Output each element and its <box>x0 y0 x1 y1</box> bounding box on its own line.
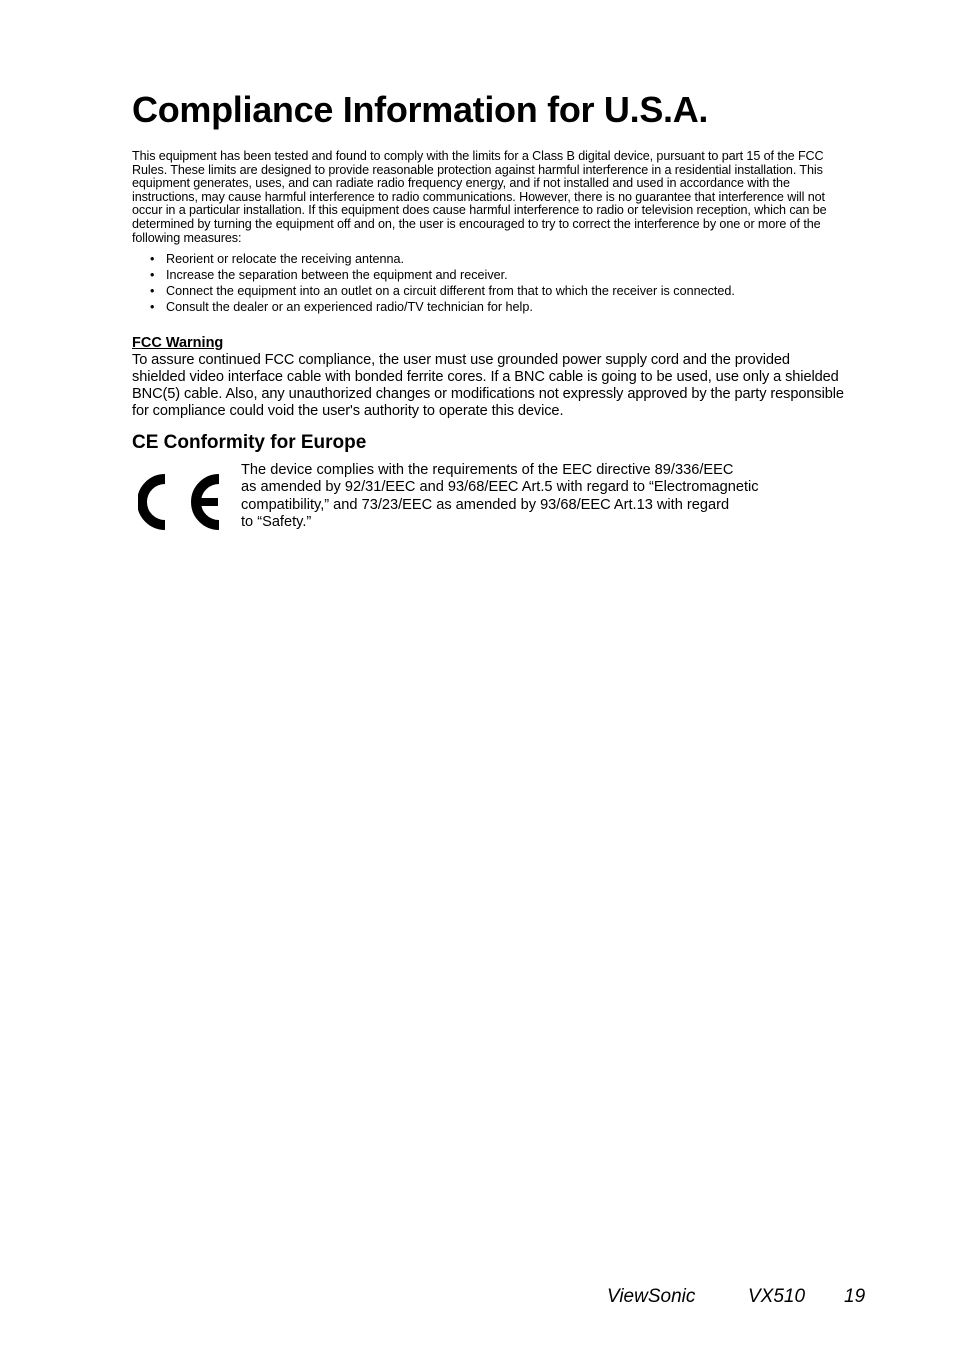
ce-mark-icon <box>138 474 224 530</box>
fcc-warning-paragraph: To assure continued FCC compliance, the user must use grounded power supply cord and the provided shielded video interface cable with bonded ferrite cores. If a BNC cable is going to be used, use only a shielded BNC(5) cable. Also, any unauthorized changes or modifications not expressly approved by the party responsible for compliance could void the user's authority to operate this device. <box>132 352 844 419</box>
ce-text-line: compatibility,” and 73/23/EEC as amended by 93/68/EEC Art.13 with regard <box>241 496 730 513</box>
list-item-text: Connect the equipment into an outlet on a circuit different from that to which the receiver is connected. <box>166 284 735 298</box>
ce-text-line: The device complies with the requirements of the EEC directive 89/336/EEC <box>241 462 734 478</box>
list-item-text: Increase the separation between the equipment and receiver. <box>166 268 508 282</box>
footer-model: VX510 <box>748 1286 806 1307</box>
bullet-icon: • <box>150 252 155 266</box>
list-item-text: Reorient or relocate the receiving antenna. <box>166 252 405 266</box>
fcc-intro-paragraph: This equipment has been tested and found to comply with the limits for a Class B digital device, pursuant to part 15 of the FCC Rules. These limits are designed to provide reasonable protection against harmful interference in a residential installation. This equipment generates, uses, and can radiate radio frequency energy, and if not installed and used in accordance with the instructions, may cause harmful interference to radio communications. However, there is no guarantee that interference will not occur in a particular installation. If this equipment does cause harmful interference to radio or television reception, which can be determined by turning the equipment off and on, the user is encouraged to try to correct the interference by one or more of the following measures: <box>132 149 827 245</box>
list-item <box>150 283 830 299</box>
ce-conformity-heading: CE Conformity for Europe <box>132 432 367 453</box>
list-item <box>150 267 830 283</box>
bullet-icon: • <box>150 300 155 314</box>
ce-mark-c <box>142 479 165 525</box>
list-item-text: Consult the dealer or an experienced radio/TV technician for help. <box>166 300 533 314</box>
ce-mark-e-bar <box>196 498 218 506</box>
list-item <box>150 251 830 267</box>
ce-text-line: as amended by 92/31/EEC and 93/68/EEC Art.5 with regard to “Electromagnetic <box>241 479 759 496</box>
ce-conformity-paragraph <box>241 462 801 531</box>
footer-brand: ViewSonic <box>607 1286 696 1307</box>
page-number: 19 <box>844 1286 866 1307</box>
list-item <box>150 299 830 315</box>
bullet-icon: • <box>150 284 155 298</box>
interference-measures-list <box>150 251 830 315</box>
fcc-warning-heading: FCC Warning <box>132 335 224 351</box>
page-title: Compliance Information for U.S.A. <box>132 89 709 130</box>
bullet-icon: • <box>150 268 155 282</box>
ce-text-line: to “Safety.” <box>241 513 312 530</box>
